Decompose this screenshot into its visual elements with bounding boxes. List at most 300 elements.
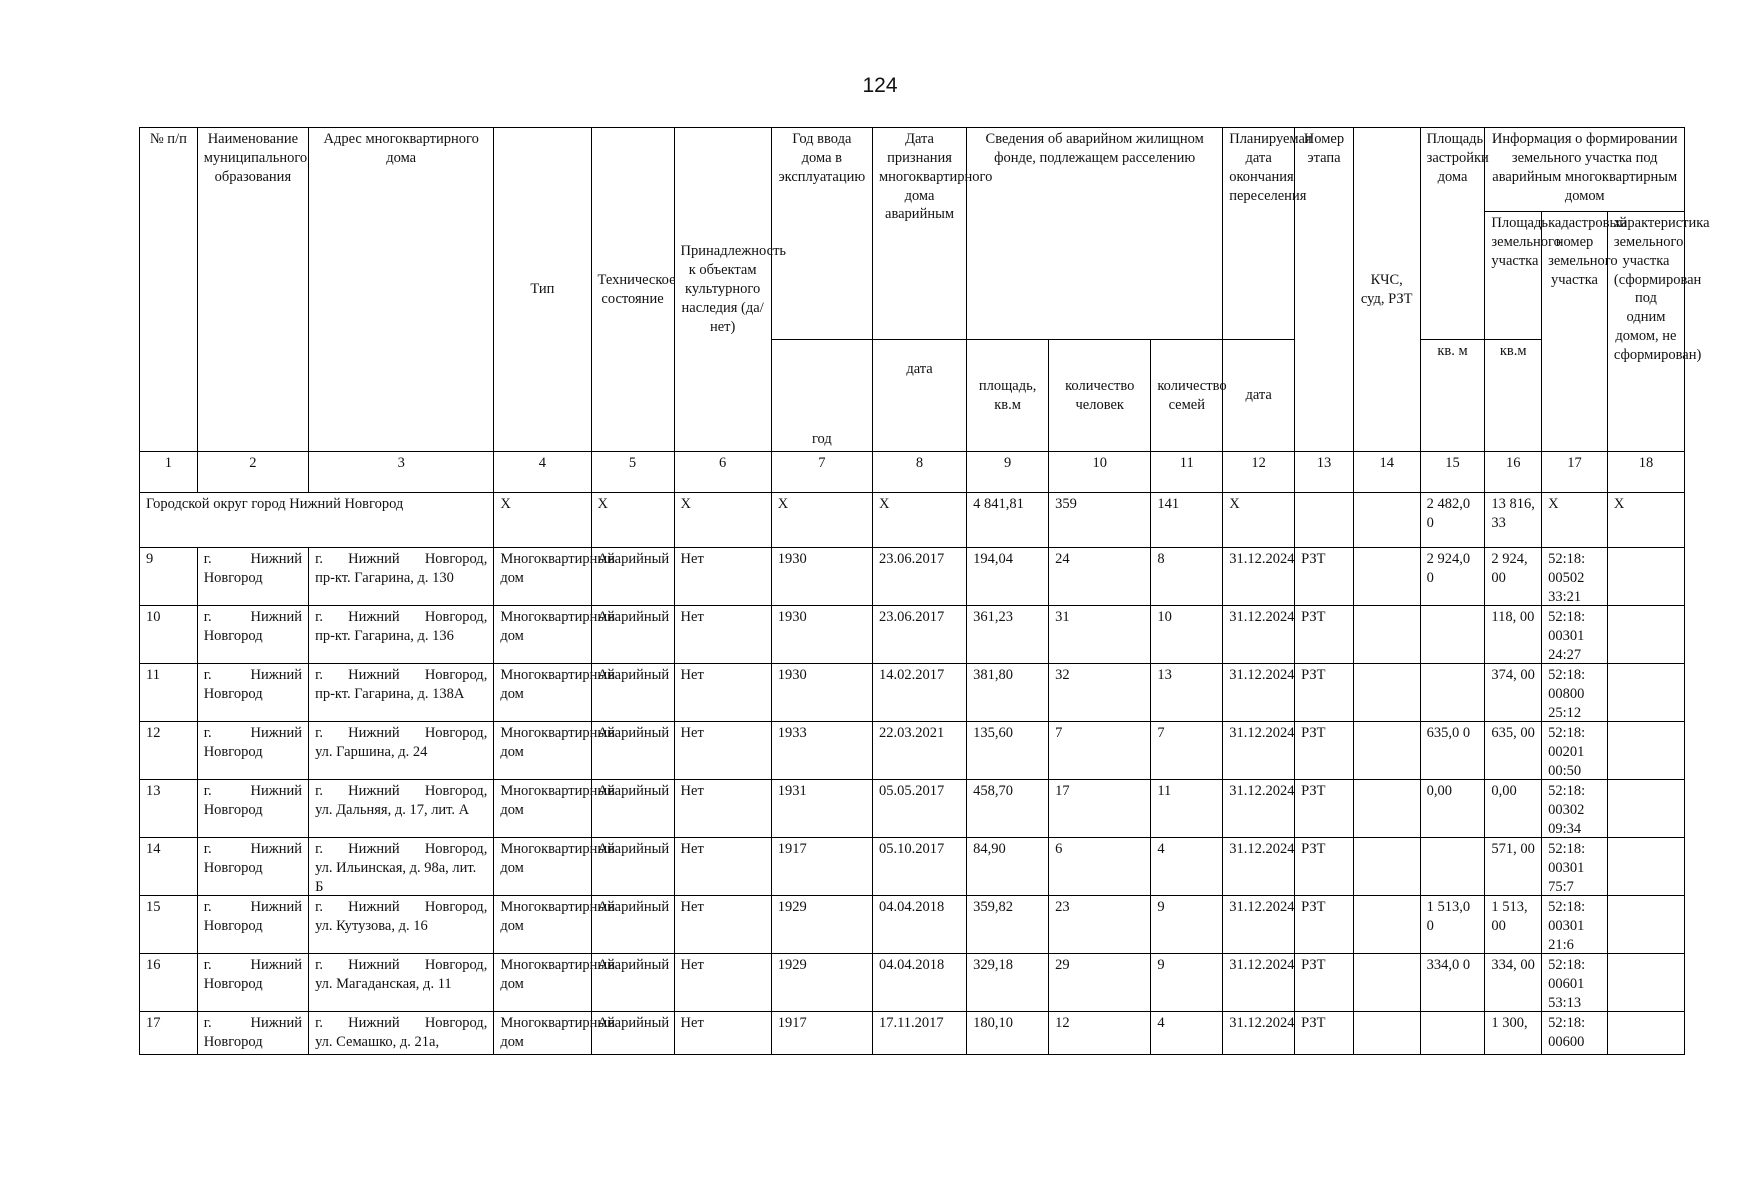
cell-recognition-date: [872, 838, 966, 896]
header-c1: № п/п: [140, 128, 198, 452]
header-c8: Дата признания многоквартирного дома аварийным: [872, 128, 966, 340]
municipality-name-part: Новгород: [203, 917, 263, 934]
cell-build-area-text: 334,0 0: [1426, 957, 1471, 973]
address-line: г. Нижний Новгород,: [315, 609, 488, 625]
cell-state-text: Аварийный: [597, 783, 670, 799]
municipality-name-part: Новгород: [203, 685, 263, 702]
header-c7: Год ввода дома в эксплуатацию: [771, 128, 872, 340]
cell-land-char: [1607, 664, 1684, 722]
cell-type-text: Многоквартирный дом: [500, 841, 615, 876]
cell-cadastral-text: 52:18: 00800 25:12: [1548, 667, 1586, 721]
municipality-name-part: Нижний: [250, 725, 303, 741]
municipality-name-part: Нижний: [250, 609, 303, 625]
address-line: ул. Семашко, д. 21а,: [315, 1033, 440, 1050]
cell-year: 1929: [771, 896, 872, 954]
column-number: 7: [771, 452, 872, 493]
cell-kchs: [1353, 780, 1420, 838]
cell-municipality: [197, 548, 308, 606]
cell-year: 1930: [771, 606, 872, 664]
municipality-name-part: Нижний: [250, 783, 303, 799]
address-line: ул. Гаршина, д. 24: [315, 743, 428, 760]
cell-state: [591, 954, 674, 1012]
column-number: 3: [309, 452, 494, 493]
subtotal-c6: Х: [674, 493, 771, 548]
cell-land-char: [1607, 722, 1684, 780]
cell-number: 11: [140, 664, 198, 722]
column-number: 15: [1420, 452, 1485, 493]
header-c9: площадь, кв.м: [967, 340, 1049, 452]
cell-end-date-text: 31.12.2024: [1229, 609, 1295, 625]
cell-build-area-text: 2 924,0 0: [1426, 551, 1471, 586]
municipality-prefix: г.: [203, 609, 212, 625]
cell-recognition-date-text: 23.06.2017: [878, 551, 945, 567]
cell-land-area-text: 374, 00: [1491, 667, 1535, 683]
municipality-name-part: Нижний: [250, 1015, 303, 1031]
cell-area: 135,60: [967, 722, 1049, 780]
cell-stage: РЗТ: [1295, 606, 1354, 664]
cell-year: 1930: [771, 548, 872, 606]
cell-kchs: [1353, 548, 1420, 606]
cell-land-area: [1485, 954, 1542, 1012]
cell-recognition-date-text: 04.04.2018: [878, 899, 945, 915]
cell-end-date-text: 31.12.2024: [1229, 841, 1295, 857]
cell-end-date-text: 31.12.2024: [1229, 667, 1295, 683]
header-group-16-18: Информация о формировании земельного участка под аварийным многоквартирным домом: [1485, 128, 1685, 212]
cell-land-area-text: 635, 00: [1491, 725, 1535, 741]
cell-type: [494, 838, 615, 896]
cell-number: 16: [140, 954, 198, 1012]
subtotal-row: [140, 493, 1685, 548]
cell-state-text: Аварийный: [597, 725, 670, 741]
cell-stage: РЗТ: [1295, 780, 1354, 838]
cell-year: 1917: [771, 1012, 872, 1055]
cell-build-area: [1420, 664, 1485, 722]
cell-number: 14: [140, 838, 198, 896]
cell-kchs: [1353, 1012, 1420, 1055]
cell-state-text: Аварийный: [597, 1015, 670, 1031]
cell-end-date-text: 31.12.2024: [1229, 899, 1295, 915]
cell-address: [309, 664, 494, 722]
subtotal-c16: 13 816, 33: [1485, 493, 1542, 548]
cell-cadastral: [1542, 722, 1608, 780]
municipality-prefix: г.: [203, 551, 212, 567]
cell-recognition-date-text: 04.04.2018: [878, 957, 945, 973]
address-line: г. Нижний Новгород,: [315, 783, 488, 799]
cell-land-area: [1485, 896, 1542, 954]
header-c4: Тип: [494, 128, 591, 452]
cell-type-text: Многоквартирный дом: [500, 609, 615, 644]
cell-state: [591, 1012, 674, 1055]
cell-stage: РЗТ: [1295, 838, 1354, 896]
municipality-name-part: Нижний: [250, 551, 303, 567]
subtotal-c15: 2 482,0 0: [1420, 493, 1485, 548]
cell-end-date: [1223, 896, 1295, 954]
cell-heritage: Нет: [674, 838, 771, 896]
municipality-name-part: Нижний: [250, 841, 303, 857]
cell-heritage: Нет: [674, 780, 771, 838]
cell-families: 4: [1151, 1012, 1223, 1055]
municipality-name-part: Нижний: [250, 899, 303, 915]
subtotal-c12: Х: [1223, 493, 1295, 548]
column-number: 8: [872, 452, 966, 493]
municipality-prefix: г.: [203, 899, 212, 915]
cell-cadastral: [1542, 548, 1608, 606]
cell-address: [309, 780, 494, 838]
cell-land-area-text: 1 513, 00: [1491, 899, 1528, 934]
municipality-prefix: г.: [203, 725, 212, 741]
cell-municipality: [197, 954, 308, 1012]
header-c3: Адрес многоквартирного дома: [309, 128, 494, 452]
cell-stage: РЗТ: [1295, 896, 1354, 954]
cell-cadastral: [1542, 896, 1608, 954]
cell-recognition-date: [872, 896, 966, 954]
cell-heritage: Нет: [674, 896, 771, 954]
cell-kchs: [1353, 664, 1420, 722]
cell-kchs: [1353, 896, 1420, 954]
cell-address: [309, 954, 494, 1012]
cell-area: 359,82: [967, 896, 1049, 954]
cell-land-char: [1607, 838, 1684, 896]
cell-heritage: Нет: [674, 548, 771, 606]
cell-address: [309, 722, 494, 780]
column-number: 16: [1485, 452, 1542, 493]
cell-kchs: [1353, 606, 1420, 664]
address-line: г. Нижний Новгород,: [315, 551, 488, 567]
cell-end-date: [1223, 664, 1295, 722]
cell-cadastral-text: 52:18: 00600: [1548, 1015, 1586, 1050]
municipality-name-part: Нижний: [250, 957, 303, 973]
header-c6: Принадлежность к объектам культурного наследия (да/нет): [674, 128, 771, 452]
cell-type: [494, 780, 615, 838]
cell-recognition-date-text: 22.03.2021: [878, 725, 945, 741]
cell-type-text: Многоквартирный дом: [500, 551, 615, 586]
municipality-prefix: г.: [203, 1015, 212, 1031]
cell-cadastral-text: 52:18: 00301 75:7: [1548, 841, 1586, 895]
cell-number: 9: [140, 548, 198, 606]
table-row: [140, 1012, 1685, 1055]
cell-heritage: Нет: [674, 954, 771, 1012]
cell-cadastral: [1542, 780, 1608, 838]
cell-municipality: [197, 780, 308, 838]
column-number: 17: [1542, 452, 1608, 493]
column-number: 9: [967, 452, 1049, 493]
cell-state-text: Аварийный: [597, 899, 670, 915]
cell-municipality: [197, 838, 308, 896]
address-line: ул. Ильинская, д. 98а, лит. Б: [315, 859, 477, 895]
cell-year: 1931: [771, 780, 872, 838]
cell-build-area-text: 0,00: [1426, 783, 1452, 799]
municipality-name-part: Новгород: [203, 743, 263, 760]
column-number: 12: [1223, 452, 1295, 493]
cell-land-area: [1485, 1012, 1542, 1055]
cell-address: [309, 1012, 494, 1055]
cell-land-area-text: 0,00: [1491, 783, 1517, 799]
header-c13: Номер этапа: [1295, 128, 1354, 452]
cell-cadastral-text: 52:18: 00301 24:27: [1548, 609, 1586, 663]
cell-type: [494, 1012, 615, 1055]
cell-end-date: [1223, 722, 1295, 780]
cell-year: 1930: [771, 664, 872, 722]
cell-heritage: Нет: [674, 1012, 771, 1055]
table-row: [140, 548, 1685, 606]
subtotal-c4: Х: [494, 493, 591, 548]
cell-type-text: Многоквартирный дом: [500, 783, 615, 818]
header-c12: Планируемая дата окончания переселения: [1223, 128, 1295, 340]
cell-state-text: Аварийный: [597, 609, 670, 625]
cell-land-area: [1485, 838, 1542, 896]
header-c15-sub: кв. м: [1420, 340, 1485, 452]
cell-kchs: [1353, 954, 1420, 1012]
cell-land-area-text: 118, 00: [1491, 609, 1535, 625]
cell-stage: РЗТ: [1295, 664, 1354, 722]
cell-stage: РЗТ: [1295, 1012, 1354, 1055]
address-line: г. Нижний Новгород,: [315, 725, 488, 741]
cell-kchs: [1353, 838, 1420, 896]
cell-municipality: [197, 896, 308, 954]
table-row: [140, 896, 1685, 954]
cell-build-area: [1420, 780, 1485, 838]
header-c17: кадастровый номер земельного участка: [1542, 212, 1608, 452]
cell-stage: РЗТ: [1295, 954, 1354, 1012]
cell-area: 194,04: [967, 548, 1049, 606]
municipality-name-part: Новгород: [203, 1033, 263, 1050]
address-line: пр-кт. Гагарина, д. 138А: [315, 685, 465, 702]
cell-cadastral-text: 52:18: 00302 09:34: [1548, 783, 1586, 837]
address-line: г. Нижний Новгород,: [315, 841, 488, 857]
cell-land-area-text: 1 300,: [1491, 1015, 1528, 1031]
cell-families: 8: [1151, 548, 1223, 606]
cell-end-date: [1223, 548, 1295, 606]
cell-recognition-date-text: 05.05.2017: [878, 783, 945, 799]
cell-recognition-date: [872, 606, 966, 664]
subtotal-c8: Х: [872, 493, 966, 548]
cell-families: 9: [1151, 896, 1223, 954]
cell-end-date-text: 31.12.2024: [1229, 551, 1295, 567]
cell-number: 13: [140, 780, 198, 838]
cell-cadastral: [1542, 954, 1608, 1012]
cell-state: [591, 548, 674, 606]
cell-build-area-text: 635,0 0: [1426, 725, 1471, 741]
cell-type: [494, 606, 615, 664]
municipality-name-part: Новгород: [203, 801, 263, 818]
cell-land-area-text: 571, 00: [1491, 841, 1535, 857]
address-line: г. Нижний Новгород,: [315, 1015, 488, 1031]
cell-state: [591, 896, 674, 954]
subtotal-c7: Х: [771, 493, 872, 548]
cell-stage: РЗТ: [1295, 548, 1354, 606]
table-row: [140, 838, 1685, 896]
table-row: [140, 606, 1685, 664]
address-line: ул. Кутузова, д. 16: [315, 917, 428, 934]
cell-land-area-text: 334, 00: [1491, 957, 1535, 973]
cell-build-area-text: 1 513,0 0: [1426, 899, 1471, 934]
cell-cadastral: [1542, 1012, 1608, 1055]
cell-area: 381,80: [967, 664, 1049, 722]
address-line: ул. Магаданская, д. 11: [315, 975, 452, 992]
cell-cadastral: [1542, 606, 1608, 664]
cell-recognition-date-text: 05.10.2017: [878, 841, 945, 857]
column-number: 14: [1353, 452, 1420, 493]
municipality-name-part: Новгород: [203, 627, 263, 644]
table-row: [140, 722, 1685, 780]
table-body: [140, 493, 1685, 1055]
municipality-name-part: Новгород: [203, 569, 263, 586]
cell-year: 1929: [771, 954, 872, 1012]
cell-municipality: [197, 664, 308, 722]
address-line: пр-кт. Гагарина, д. 130: [315, 569, 454, 586]
cell-end-date: [1223, 780, 1295, 838]
cell-people: 24: [1049, 548, 1151, 606]
cell-number: 10: [140, 606, 198, 664]
cell-recognition-date-text: 14.02.2017: [878, 667, 945, 683]
cell-land-area: [1485, 548, 1542, 606]
subtotal-c17: Х: [1542, 493, 1608, 548]
cell-area: 180,10: [967, 1012, 1049, 1055]
cell-build-area: [1420, 606, 1485, 664]
cell-people: 6: [1049, 838, 1151, 896]
cell-municipality: [197, 722, 308, 780]
cell-families: 11: [1151, 780, 1223, 838]
municipality-name-part: Новгород: [203, 975, 263, 992]
cell-cadastral-text: 52:18: 00502 33:21: [1548, 551, 1586, 605]
cell-address: [309, 896, 494, 954]
header-c8-sub: дата: [872, 340, 966, 452]
cell-state: [591, 664, 674, 722]
cell-heritage: Нет: [674, 722, 771, 780]
header-c16-sub: кв.м: [1485, 340, 1542, 452]
cell-type-text: Многоквартирный дом: [500, 667, 615, 702]
column-number: 4: [494, 452, 591, 493]
cell-heritage: Нет: [674, 606, 771, 664]
header-c10: количество человек: [1049, 340, 1151, 452]
cell-municipality: [197, 1012, 308, 1055]
cell-state: [591, 780, 674, 838]
cell-state-text: Аварийный: [597, 667, 670, 683]
cell-area: 361,23: [967, 606, 1049, 664]
cell-land-char: [1607, 548, 1684, 606]
table-row: [140, 954, 1685, 1012]
cell-cadastral: [1542, 838, 1608, 896]
municipality-prefix: г.: [203, 667, 212, 683]
table-row: [140, 664, 1685, 722]
cell-land-char: [1607, 896, 1684, 954]
cell-people: 17: [1049, 780, 1151, 838]
cell-families: 13: [1151, 664, 1223, 722]
column-number: 6: [674, 452, 771, 493]
cell-land-area: [1485, 780, 1542, 838]
cell-families: 10: [1151, 606, 1223, 664]
cell-heritage: Нет: [674, 664, 771, 722]
cell-area: 329,18: [967, 954, 1049, 1012]
cell-type: [494, 664, 615, 722]
emergency-housing-table: [139, 127, 1710, 1055]
cell-land-char: [1607, 954, 1684, 1012]
cell-land-char: [1607, 606, 1684, 664]
cell-end-date-text: 31.12.2024: [1229, 957, 1295, 973]
cell-build-area: [1420, 838, 1485, 896]
cell-recognition-date: [872, 780, 966, 838]
cell-cadastral: [1542, 664, 1608, 722]
cell-land-area: [1485, 664, 1542, 722]
cell-type-text: Многоквартирный дом: [500, 1015, 615, 1050]
header-c7-sub: год: [771, 340, 872, 452]
column-number: 5: [591, 452, 674, 493]
municipality-prefix: г.: [203, 957, 212, 973]
cell-people: 29: [1049, 954, 1151, 1012]
column-number-row: [140, 452, 1685, 493]
header-c12-sub: дата: [1223, 340, 1295, 452]
cell-kchs: [1353, 722, 1420, 780]
header-group-9-11: Сведения об аварийном жилищном фонде, подлежащем расселению: [967, 128, 1223, 340]
cell-state-text: Аварийный: [597, 551, 670, 567]
cell-address: [309, 838, 494, 896]
cell-state: [591, 606, 674, 664]
cell-area: 84,90: [967, 838, 1049, 896]
cell-type-text: Многоквартирный дом: [500, 899, 615, 934]
subtotal-c14: [1353, 493, 1420, 548]
cell-state-text: Аварийный: [597, 957, 670, 973]
cell-end-date: [1223, 1012, 1295, 1055]
cell-year: 1933: [771, 722, 872, 780]
subtotal-c10: 359: [1049, 493, 1151, 548]
cell-cadastral-text: 52:18: 00201 00:50: [1548, 725, 1586, 779]
cell-people: 32: [1049, 664, 1151, 722]
address-line: ул. Дальняя, д. 17, лит. А: [315, 801, 470, 818]
cell-address: [309, 606, 494, 664]
cell-build-area: [1420, 722, 1485, 780]
cell-end-date: [1223, 838, 1295, 896]
column-number: 10: [1049, 452, 1151, 493]
column-number: 11: [1151, 452, 1223, 493]
address-line: пр-кт. Гагарина, д. 136: [315, 627, 454, 644]
cell-families: 4: [1151, 838, 1223, 896]
cell-number: 17: [140, 1012, 198, 1055]
address-line: г. Нижний Новгород,: [315, 899, 488, 915]
cell-state-text: Аварийный: [597, 841, 670, 857]
cell-recognition-date-text: 23.06.2017: [878, 609, 945, 625]
header-c2: Наименование муниципального образования: [197, 128, 308, 452]
subtotal-c13: [1295, 493, 1354, 548]
cell-state: [591, 722, 674, 780]
municipality-name-part: Нижний: [250, 667, 303, 683]
header-c14: КЧС, суд, РЗТ: [1353, 128, 1420, 452]
header-c11: количество семей: [1151, 340, 1223, 452]
table-row: [140, 780, 1685, 838]
address-line: г. Нижний Новгород,: [315, 667, 488, 683]
cell-end-date: [1223, 954, 1295, 1012]
cell-build-area: [1420, 548, 1485, 606]
cell-recognition-date: [872, 664, 966, 722]
cell-people: 31: [1049, 606, 1151, 664]
table-header: [140, 128, 1710, 493]
cell-end-date-text: 31.12.2024: [1229, 1015, 1295, 1031]
cell-stage: РЗТ: [1295, 722, 1354, 780]
cell-number: 15: [140, 896, 198, 954]
cell-number: 12: [140, 722, 198, 780]
header-c16: Площадь земельного участка: [1485, 212, 1542, 340]
page-number: 124: [862, 74, 898, 97]
cell-type-text: Многоквартирный дом: [500, 957, 615, 992]
column-number: 2: [197, 452, 308, 493]
cell-land-area: [1485, 606, 1542, 664]
municipality-prefix: г.: [203, 783, 212, 799]
cell-land-area-text: 2 924, 00: [1491, 551, 1528, 586]
cell-address: [309, 548, 494, 606]
cell-type: [494, 548, 615, 606]
cell-build-area: [1420, 896, 1485, 954]
cell-people: 7: [1049, 722, 1151, 780]
cell-land-area: [1485, 722, 1542, 780]
